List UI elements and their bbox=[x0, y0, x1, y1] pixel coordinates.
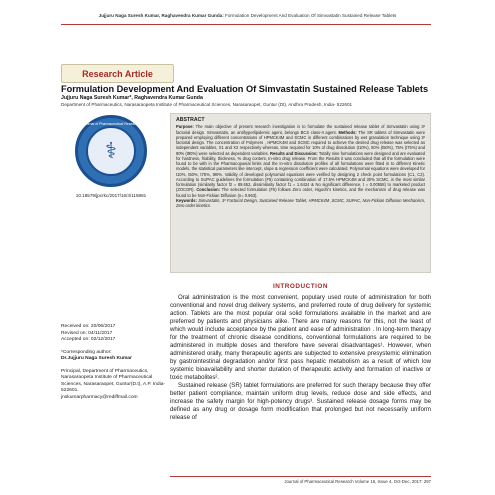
article-authors: Jujjuru Naga Suresh Kumar*, Raghavendra Kumar Gunda bbox=[61, 95, 203, 101]
results-label: Results and Discussion: bbox=[270, 150, 318, 156]
journal-logo-text: Journal of Pharmaceutical Research bbox=[82, 122, 140, 126]
running-head bbox=[0, 13, 495, 18]
corresponding-label: *Corresponding author: bbox=[61, 349, 112, 355]
article-title: Formulation Development And Evaluation Of Simvastatin Sustained Release Tablets bbox=[61, 84, 429, 94]
methods-label: Methods: bbox=[338, 129, 357, 135]
introduction-heading: INTRODUCTION bbox=[273, 283, 328, 290]
keywords-label: Keywords: bbox=[176, 197, 197, 203]
journal-logo bbox=[75, 115, 147, 187]
abstract-box bbox=[170, 113, 431, 273]
header-rule bbox=[61, 24, 431, 25]
purpose-text: The main objective of present research investigation is to formulate the sustained release tablet of Simvastatin using 3² factorial design. Simvastatin, an antihyperlipidemic agent, belongs BCS class-II agent. bbox=[176, 124, 425, 135]
abstract-heading: ABSTRACT bbox=[176, 117, 205, 123]
corresponding-name: Dr.Jujjuru Naga Suresh Kumar bbox=[61, 356, 132, 361]
caduceus-icon: ⚕ bbox=[86, 126, 136, 176]
intro-paragraph-2: Sustained release (SR) tablet formulations are preferred for such therapy because they offer better patient compliance, maintain uniform drug levels, reduce dose and side effects, and increase the safety margin for high-potency drugs³. Sustained release dosage forms may be defined as any drug or dosage form modification that prolonged but not necessarily uniform release of bbox=[170, 382, 431, 421]
article-dates bbox=[61, 324, 169, 401]
results-text: Totally nine formulations were designed and are evaluated for hardness, friability, thickness, % drug content, In-vitro drug release. From the Results it was concluded that all the formulation were found to be with in the Pharmacopoeial limits and the In-vitro dissolution profiles of all formulations were fitted in to different Kinetic models, the statistical parameters like intercept, slope & regression coefficient were calculated. Polynomial equations were developed for t10%, t50%, t75%, t90%. Validity of developed polynomial equations were verified by designing 2 check point formulations (C1, C2). According to SUPAC guidelines the formulation (F5) containing combination of 17.5% HPMCK4M and 30% SCMC, is the most similar formulation (similarity factor f2 = 89.652, dissimilarity factor f1 = 1.6424 & No significant difference, t = 0.00558) to marketed product (ZOCOR). bbox=[176, 150, 425, 193]
purpose-label: Purpose: bbox=[176, 124, 194, 130]
left-column bbox=[61, 113, 161, 198]
running-head-title: Formulation Development And Evaluation Of Simvastatin Sustained Release Tablets bbox=[225, 13, 397, 18]
accepted-date: Accepted on: 02/12/2017 bbox=[61, 337, 116, 342]
received-date: Received on: 20/06/2017 bbox=[61, 324, 116, 329]
article-affiliation: Department of Pharmaceutics, Narasaraopeta Institute of Pharmaceutical Sciences, Narasaraopet, Guntur (Dt), Andhra Pradesh, India- 522601 bbox=[61, 102, 353, 107]
article-type-badge: Research Article bbox=[61, 64, 174, 83]
corresponding-address: Principal, Department of Pharmaceutics, Narasaraopeta Institute of Pharmaceutical Sciences, Narasaraopet, Guntur(D.t), A.P. India-522601. bbox=[61, 368, 166, 393]
conclusion-text: The selected formulation (F5) follows Zero order, Higuchi's kinetics, and the mechanism of drug release was found to be Non-Fickian Diffusion (n= 0.963). bbox=[176, 187, 425, 198]
running-head-authors: Jujjuru Naga Suresh Kumar, Raghavendra Kumar Gunda: bbox=[98, 13, 224, 18]
introduction-body bbox=[170, 294, 431, 422]
footer: Journal of Pharmaceutical Research Volume 16, Issue 4, Oct-Dec, 2017: 297 bbox=[170, 476, 431, 484]
intro-paragraph-1: Oral administration is the most convenient, populary used route of administration for both conventional and novel drug delivery systems, and preferred route of drug delivery for systemic action. Tablets are the most popular oral solid formulations available in the market and are preferred by patients and physicians alike. There are many reasons for this, not the least of which would include acceptance by the patient and ease of administration . In long-term therapy for the treatment of chronic disease conditions, conventional formulations are required to be administered in multiple doses and therefore have several disadvantages¹. However, when administered orally, many therapeutic agents are subjected to extensive presystemic elimination by gastrointestinal degradation and/or first pass hepatic metabolism as a result of which low systemic bioavailability and shorter duration of therapeutic activity and formation of inactive or toxic metabolites². bbox=[170, 294, 431, 381]
keywords-text: Simvastatin, 3² Factorial Design, Sustained Release Tablet, HPMCK4M ,SCMC, SUPAC, Non-Fickian Diffusion Mechanism, Zero order kinetics. bbox=[176, 197, 425, 208]
revised-date: Revised on: 04/11/2017 bbox=[61, 330, 113, 336]
methods-text: The SR tablets of Simvastatin were prepared employing different concentrations of HPMCK4M and SCMC in different combinations by wet granulation technique using 3² factorial design. The concentration of Polymers , HPMCK4M and SCMC required to achieve the desired drug release was selected as independent variables, X1 and X2 respectively whereas, time required for 10% of drug dissolution (t10%), 50% (t50%), 75% (t75%) and 90% (t90%) were selected as dependent variables. bbox=[176, 129, 426, 156]
conclusion-label: Conclusion: bbox=[196, 187, 220, 193]
corresponding-email[interactable]: jnskumarpharmacy@rediffmail.com bbox=[61, 394, 138, 400]
doi[interactable]: 10.18579/jpcrkc/2017/16/4/115881 bbox=[75, 193, 147, 198]
